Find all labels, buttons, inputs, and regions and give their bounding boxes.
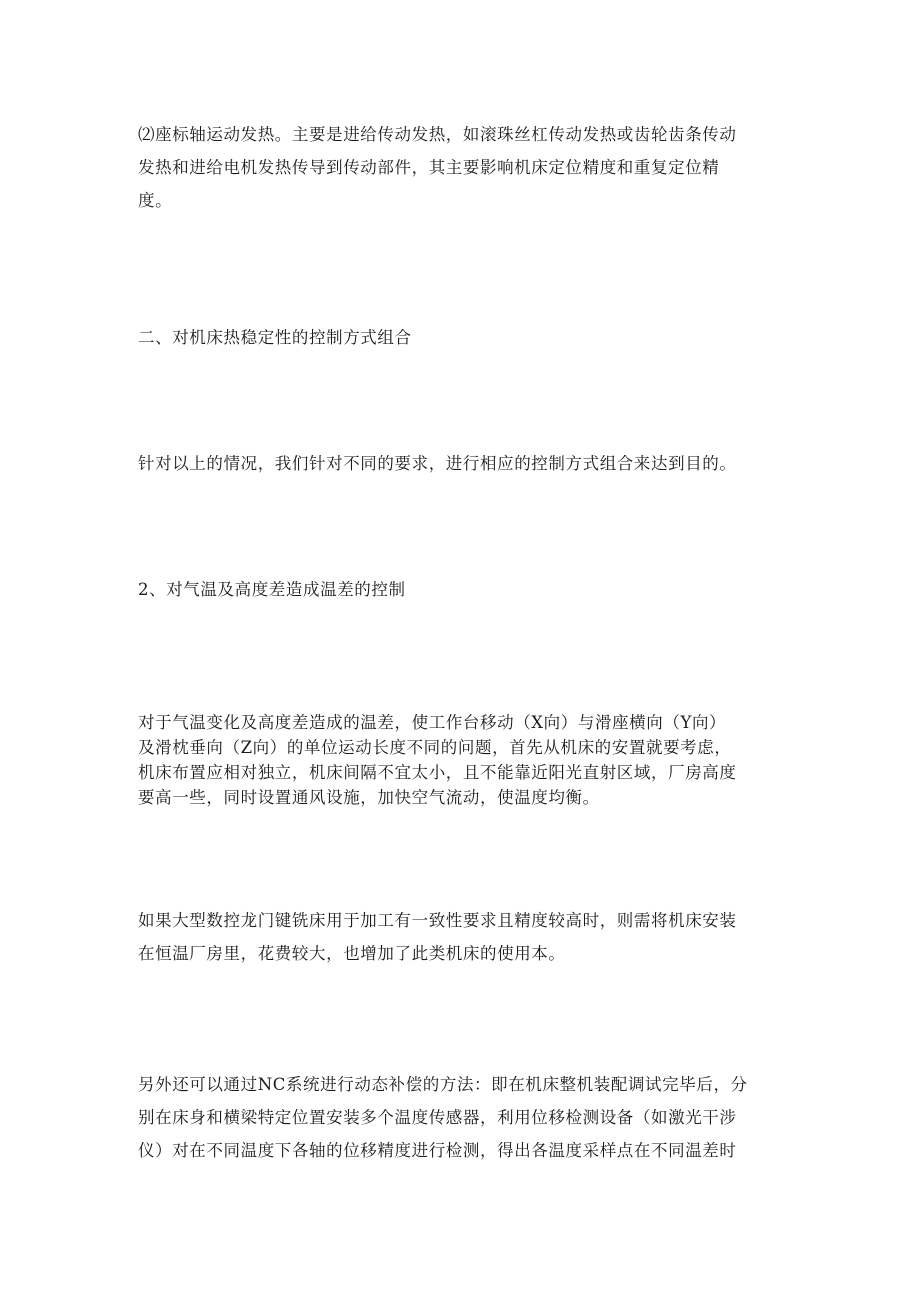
paragraph-axis-motion-heat — [138, 118, 788, 217]
paragraph-line: 机床布置应相对独立，机床间隔不宜太小，且不能靠近阳光直射区域，厂房高度 — [138, 763, 737, 782]
paragraph-line: 发热和进给电机发热传导到传动部件，其主要影响机床定位精度和重复定位精 — [138, 158, 720, 177]
paragraph-line: 如果大型数控龙门键铣床用于加工有一致性要求且精度较高时，则需将机床安装 — [138, 911, 737, 930]
paragraph-nc-compensation — [138, 1068, 788, 1167]
subsection-heading: 2、对气温及高度差造成温差的控制 — [138, 580, 406, 599]
paragraph-line: 对于气温变化及高度差造成的温差，使工作台移动（X向）与滑座横向（Y向） — [138, 713, 727, 732]
paragraph-temperature-difference — [138, 710, 788, 810]
paragraph-constant-temperature — [138, 904, 788, 970]
paragraph-line: 别在床身和横梁特定位置安装多个温度传感器，利用位移检测设备（如激光干涉 — [138, 1108, 737, 1127]
paragraph-line: 在恒温厂房里，花费较大，也增加了此类机床的使用本。 — [138, 944, 566, 963]
paragraph-line: 仪）对在不同温度下各轴的位移精度进行检测，得出各温度采样点在不同温差时 — [138, 1141, 737, 1160]
paragraph-intro: 针对以上的情况，我们针对不同的要求，进行相应的控制方式组合来达到目的。 — [138, 454, 737, 473]
paragraph-line: 要高一些，同时设置通风设施，加快空气流动，使温度均衡。 — [138, 788, 600, 807]
paragraph-line: ⑵座标轴运动发热。主要是进给传动发热，如滚珠丝杠传动发热或齿轮齿条传动 — [138, 125, 737, 144]
paragraph-line: 另外还可以通过NC系统进行动态补偿的方法：即在机床整机装配调试完毕后，分 — [138, 1075, 748, 1094]
paragraph-line: 及滑枕垂向（Z向）的单位运动长度不同的问题，首先从机床的安置就要考虑， — [138, 738, 732, 757]
section-heading: 二、对机床热稳定性的控制方式组合 — [138, 328, 412, 347]
paragraph-line: 度。 — [138, 191, 173, 210]
